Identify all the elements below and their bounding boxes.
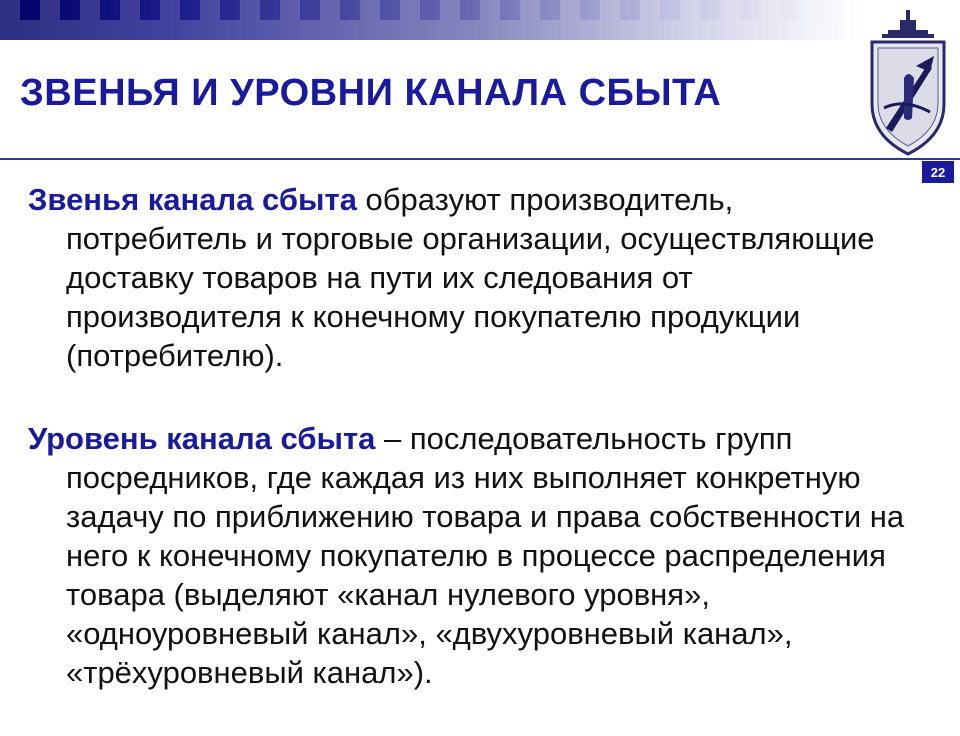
header-gradient-bar	[0, 0, 860, 40]
page-title: ЗВЕНЬЯ И УРОВНИ КАНАЛА СБЫТА	[20, 72, 722, 114]
definition-levels: – последовательность групп посредников, где каждая из них выполняет конкретную задачу по приближению товара и права собственности на него к конечному покупателю в процессе распределения товара (выделяют «канал нулевого уровня», «одноуровневый канал», «двухуровневый канал», «трёхуровневый канал»).	[66, 421, 905, 690]
header-checker-pattern-row2	[0, 20, 860, 40]
title-divider	[0, 158, 960, 160]
university-crest-logo-icon	[864, 8, 952, 156]
term-levels: Уровень канала сбыта	[28, 421, 376, 456]
definition-links: образуют производитель, потребитель и торговые организации, осуществляющие доставку товаров на пути их следования от производителя к конечному покупателю продукции (потребителю).	[66, 182, 875, 373]
page-number-badge: 22	[922, 161, 954, 183]
paragraph-links	[28, 180, 908, 375]
term-links: Звенья канала сбыта	[28, 182, 357, 217]
slide-content	[28, 180, 908, 736]
paragraph-levels	[28, 419, 908, 692]
